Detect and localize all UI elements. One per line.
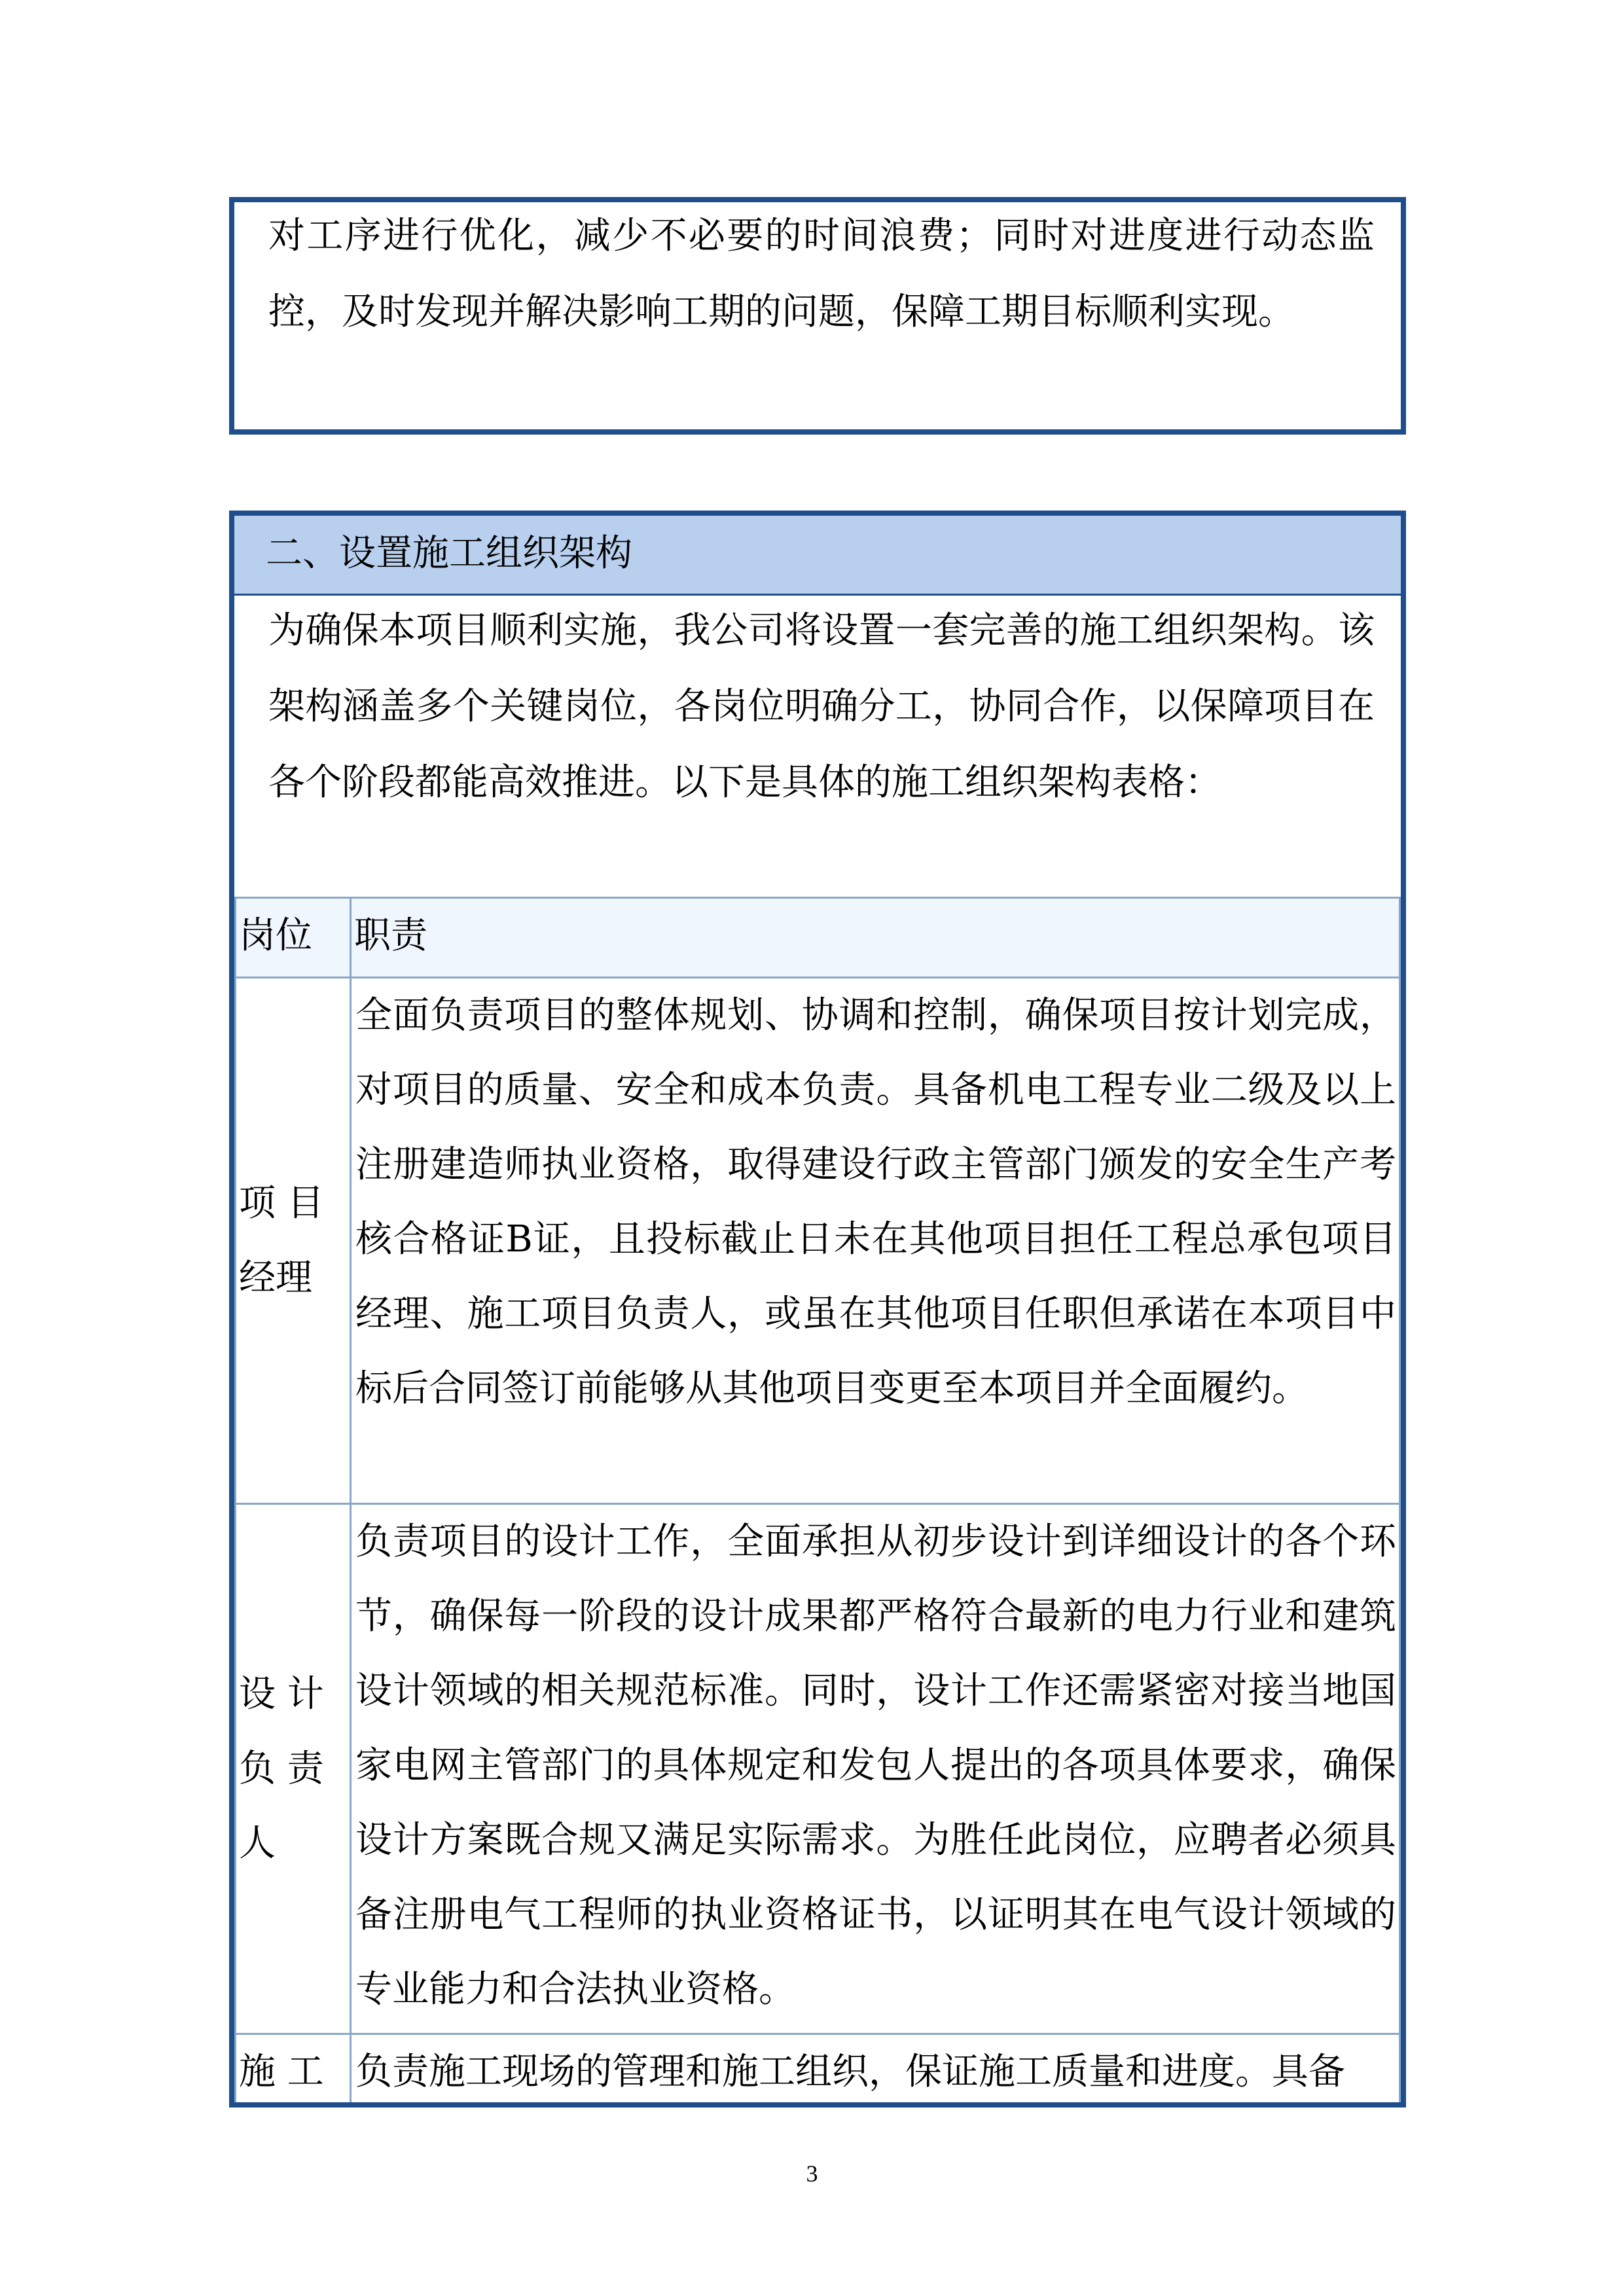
position-label: 项 目经理 [239, 1181, 324, 1299]
section-heading: 二、设置施工组织架构 [234, 516, 1401, 596]
section-intro-paragraph: 为确保本项目顺利实施，我公司将设置一套完善的施工组织架构。该架构涵盖多个关键岗位，各岗位明确分工，协同合作，以保障项目在各个阶段都能高效推进。以下是具体的施工组织架构表格： [268, 609, 1375, 804]
duty-cell: 全面负责项目的整体规划、协调和控制，确保项目按计划完成，对项目的质量、安全和成本负责。具备机电工程专业二级及以上注册建造师执业资格，取得建设行政主管部门颁发的安全生产考核合格证B证，且投标截止日未在其他项目担任工程总承包项目经理、施工项目负责人，或虽在其他项目任职但承诺在本项目中标后合同签订前能够从其他项目变更至本项目并全面履约。 [351, 978, 1400, 1504]
organization-table [234, 897, 1401, 2108]
position-label: 施 工 [239, 2051, 324, 2093]
position-label: 设 计负 责人 [239, 1672, 324, 1865]
previous-section-box [229, 197, 1406, 435]
header-duty: 职责 [351, 898, 1400, 978]
position-cell [236, 2034, 351, 2108]
table-header-row [236, 898, 1400, 978]
table-row [236, 2034, 1400, 2108]
section-organization-box [229, 511, 1406, 2108]
page-number: 3 [806, 2161, 818, 2187]
duty-cell: 负责项目的设计工作，全面承担从初步设计到详细设计的各个环节，确保每一阶段的设计成果都严格符合最新的电力行业和建筑设计领域的相关规范标准。同时，设计工作还需紧密对接当地国家电网主管部门的具体规定和发包人提出的各项具体要求，确保设计方案既合规又满足实际需求。为胜任此岗位，应聘者必须具备注册电气工程师的执业资格证书，以证明其在电气设计领域的专业能力和合法执业资格。 [351, 1504, 1400, 2034]
table-row [236, 978, 1400, 1504]
duty-cell: 负责施工现场的管理和施工组织，保证施工质量和进度。具备 [351, 2034, 1400, 2108]
header-position: 岗位 [236, 898, 351, 978]
previous-section-paragraph: 对工序进行优化，减少不必要的时间浪费；同时对进度进行动态监控，及时发现并解决影响工期的问题，保障工期目标顺利实现。 [268, 215, 1375, 333]
position-cell [236, 1504, 351, 2034]
position-cell [236, 978, 351, 1504]
table-row [236, 1504, 1400, 2034]
